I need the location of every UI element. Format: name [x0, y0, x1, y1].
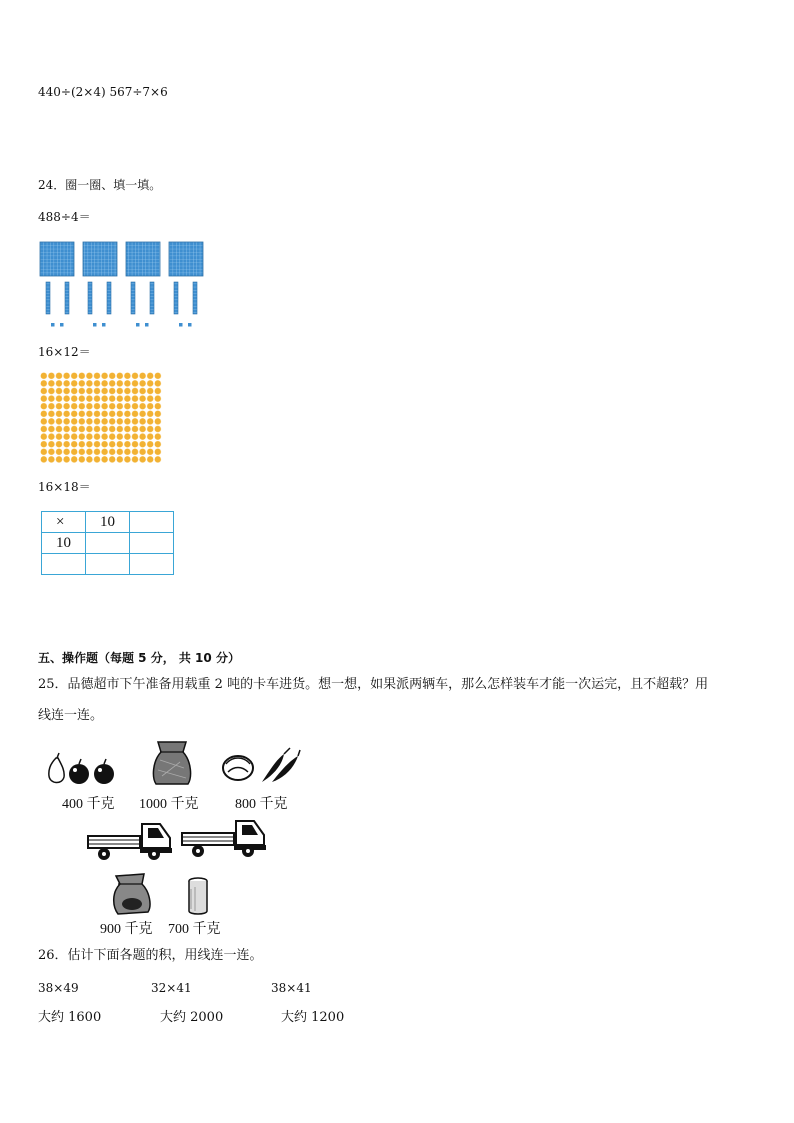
table-cell[interactable] [130, 512, 174, 533]
fruit-icon [46, 752, 118, 788]
table-cell: × [42, 512, 86, 533]
sack-icon [150, 738, 194, 788]
approx-value: 大约 2000 [160, 1010, 224, 1025]
item-label-900kg: 900 千克 [100, 922, 153, 937]
item-label-800kg: 800 千克 [235, 797, 288, 812]
section-5-title: 五、操作题（每题 5 分， 共 10 分） [38, 651, 240, 665]
product-expression: 38×49 [38, 981, 79, 995]
product-expression: 38×41 [271, 981, 312, 995]
rice-sack-icon [110, 872, 154, 916]
approx-value: 大约 1600 [38, 1010, 102, 1025]
table-cell[interactable] [86, 533, 130, 554]
question-25-line1: 25．品德超市下午准备用载重 2 吨的卡车进货。想一想，如果派两辆车，那么怎样装车才能一次运完，且不超载？用 [38, 677, 709, 692]
table-cell: 10 [86, 512, 130, 533]
multiplication-grid [41, 511, 174, 575]
ten-rods [46, 282, 197, 314]
hundred-block [126, 242, 160, 276]
hundred-block [40, 242, 74, 276]
question-26-title: 26．估计下面各题的积，用线连一连。 [38, 948, 263, 963]
table-row [42, 533, 174, 554]
hundred-block [83, 242, 117, 276]
canister-icon [186, 877, 210, 917]
item-label-1000kg: 1000 千克 [139, 797, 199, 812]
unit-cubes [51, 323, 192, 327]
top-expression: 440÷(2×4) 567÷7×6 [38, 85, 168, 99]
expression-16-times-12: 16×12＝ [38, 345, 91, 359]
question-24-title: 24．圈一圈、填一填。 [38, 178, 162, 192]
vegetables-icon [220, 746, 300, 786]
dot-array [40, 372, 162, 464]
item-label-700kg: 700 千克 [168, 922, 221, 937]
expression-16-times-18: 16×18＝ [38, 480, 91, 494]
table-cell[interactable] [130, 533, 174, 554]
item-label-400kg: 400 千克 [62, 797, 115, 812]
truck-icon [182, 815, 268, 859]
expression-488-div-4: 488÷4＝ [38, 210, 91, 224]
product-expression: 32×41 [151, 981, 192, 995]
table-row [42, 512, 174, 533]
table-cell[interactable] [130, 554, 174, 575]
truck-icon [88, 818, 174, 862]
hundred-block [169, 242, 203, 276]
approx-value: 大约 1200 [281, 1010, 345, 1025]
table-cell[interactable] [86, 554, 130, 575]
table-row [42, 554, 174, 575]
table-cell[interactable] [42, 554, 86, 575]
base-ten-blocks [40, 242, 210, 332]
table-cell: 10 [42, 533, 86, 554]
question-25-line2: 线连一连。 [38, 708, 104, 723]
